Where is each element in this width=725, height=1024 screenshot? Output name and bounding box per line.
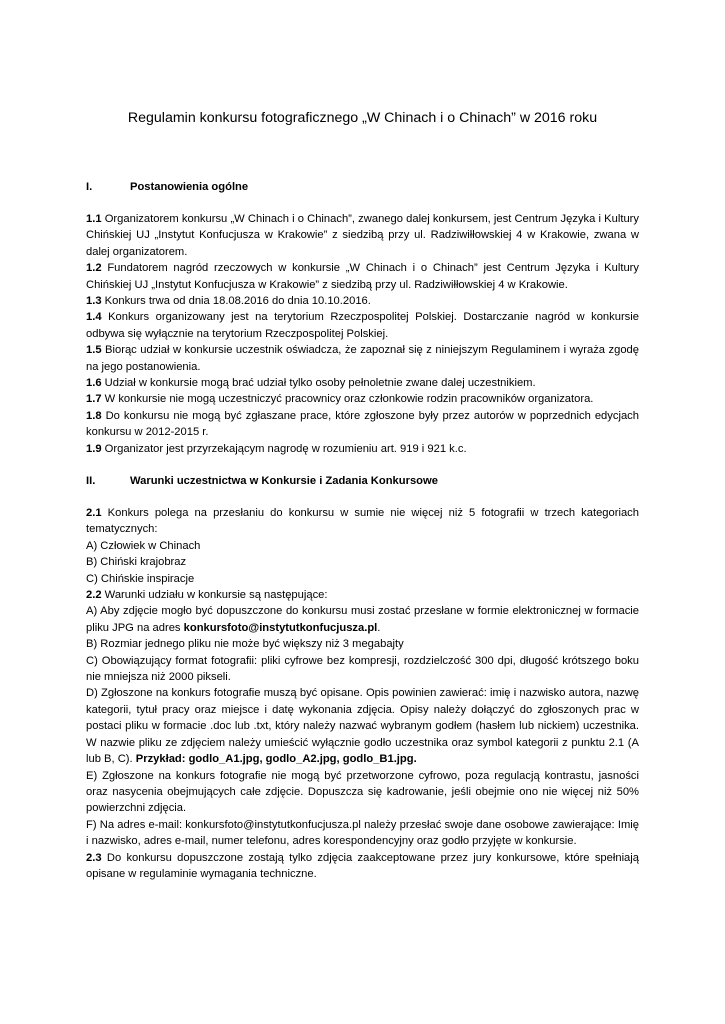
paragraph-1-7 (86, 391, 639, 407)
condition-d-text: D) Zgłoszone na konkurs fotografie muszą być opisane. Opis powinien zawierać: imię i nazwisko autora, nazwę kategorii, tytuł pracy oraz miejsce i datę wykonania zdjęcia. Opisy należy dołączyć do zgłoszonych prac w postaci pliku w formacie .doc lub .txt, który należy nazwać wybranym godłem (hasłem lub nickiem) uczestnika. W nazwie pliku ze zdjęciem należy umieścić wyłącznie godło uczestnika oraz symbol kategorii z punktu 2.1 (A lub B, C). (86, 687, 639, 766)
paragraph-2-2 (86, 587, 639, 603)
condition-a-text: A) Aby zdjęcie mogło być dopuszczone do konkursu musi zostać przesłane w formie elektronicznej w formacie pliku JPG na adres (86, 605, 639, 634)
section-2-number: II. (86, 475, 96, 487)
paragraph-text: Organizator jest przyrzekającym nagrodę w rozumieniu art. 919 i 921 k.c. (101, 442, 467, 455)
contest-email-link[interactable]: konkursfoto@instytutkonfucjusza.pl (183, 621, 378, 634)
paragraph-number: 1.2 (86, 262, 102, 275)
section-2-body (86, 505, 639, 882)
paragraph-number: 1.1 (86, 213, 102, 225)
paragraph-2-1 (86, 505, 639, 538)
paragraph-text: Warunki udziału w konkursie są następujące: (101, 589, 328, 602)
paragraph-text: W konkursie nie mogą uczestniczyć pracownicy oraz członkowie rodzin pracowników organizatora. (101, 393, 594, 406)
paragraph-number: 1.3 (86, 295, 102, 308)
category-a: A) Człowiek w Chinach (86, 539, 201, 552)
category-b: B) Chiński krajobraz (86, 556, 187, 569)
condition-a-end: . (377, 621, 381, 634)
paragraph-1-9 (86, 441, 639, 457)
paragraph-1-1 (86, 211, 639, 260)
condition-f: F) Na adres e-mail: konkursfoto@instytutkonfucjusza.pl należy przesłać swoje dane osobowe zawierające: Imię i nazwisko, adres e-mail, numer telefonu, adres korespondencyjny oraz godło przyjęte w konkursie. (86, 818, 639, 848)
paragraph-text: Konkurs trwa od dnia 18.08.2016 do dnia 10.10.2016. (101, 295, 371, 308)
paragraph-number: 1.8 (86, 409, 102, 422)
condition-c: C) Obowiązujący format fotografii: pliki cyfrowe bez kompresji, rozdzielczość 300 dpi, długość krótszego boku nie mniejsza niż 2000 pikseli. (86, 654, 639, 684)
paragraph-text: Konkurs organizowany jest na terytorium Rzeczpospolitej Polskiej. Dostarczanie nagród w konkursie odbywa się wyłącznie na terytorium Rzeczpospolitej Polskiej. (86, 311, 639, 340)
paragraph-number: 1.7 (86, 393, 102, 406)
paragraph-number: 1.4 (86, 311, 102, 324)
paragraph-number: 2.2 (86, 589, 102, 602)
paragraph-number: 2.1 (86, 507, 102, 519)
paragraph-1-2 (86, 260, 639, 293)
paragraph-text: Fundatorem nagród rzeczowych w konkursie „W Chinach i o Chinach” jest Centrum Języka i Kultury Chińskiej UJ „Instytut Konfucjusza w Krakowie” z siedzibą przy ul. Radziwiłłowskiej 4 w Krakowie. (86, 262, 639, 291)
condition-a (86, 603, 639, 636)
condition-b: B) Rozmiar jednego pliku nie może być większy niż 3 megabajty (86, 638, 404, 651)
paragraph-number: 2.3 (86, 851, 102, 864)
paragraph-number: 1.9 (86, 442, 102, 455)
paragraph-text: Udział w konkursie mogą brać udział tylko osoby pełnoletnie zwane dalej uczestnikiem. (101, 377, 536, 390)
category-c: C) Chińskie inspiracje (86, 572, 195, 585)
section-1-body (86, 211, 639, 457)
paragraph-1-6 (86, 375, 639, 391)
section-2-title: Warunki uczestnictwa w Konkursie i Zadania Konkursowe (130, 475, 438, 487)
paragraph-text: Organizatorem konkursu „W Chinach i o Chinach”, zwanego dalej konkursem, jest Centrum Języka i Kultury Chińskiej UJ „Instytut Konfucjusza w Krakowie” z siedzibą przy ul. Radziwiłłowskiej 4 w Krakowie, zwana w dalej organizatorem. (86, 213, 639, 258)
section-1-heading (86, 179, 639, 195)
paragraph-text: Do konkursu dopuszczone zostają tylko zdjęcia zaakceptowane przez jury konkursowe, które spełniają opisane w regulaminie wymagania techniczne. (86, 851, 639, 880)
paragraph-1-4 (86, 309, 639, 342)
condition-e: E) Zgłoszone na konkurs fotografie nie mogą być przetworzone cyfrowo, poza regulacją kontrastu, jasności oraz nasycenia obejmujących całe zdjęcie. Dopuszcza się kadrowanie, jeśli obejmie ono nie więcej niż 50% powierzchni zdjęcia. (86, 769, 639, 815)
paragraph-2-3 (86, 850, 639, 883)
section-2-heading (86, 473, 639, 489)
document-title: Regulamin konkursu fotograficznego „W Chinach i o Chinach” w 2016 roku (127, 110, 598, 126)
paragraph-number: 1.5 (86, 344, 102, 357)
filename-example: Przykład: godlo_A1.jpg, godlo_A2.jpg, godlo_B1.jpg. (135, 753, 417, 766)
paragraph-1-3 (86, 293, 639, 309)
condition-d (86, 685, 639, 767)
paragraph-1-5 (86, 342, 639, 375)
paragraph-text: Biorąc udział w konkursie uczestnik oświadcza, że zapoznał się z niniejszym Regulaminem i wyraża zgodę na jego postanowienia. (86, 344, 639, 373)
paragraph-1-8 (86, 408, 639, 441)
paragraph-text: Do konkursu nie mogą być zgłaszane prace, które zgłoszone były przez autorów w poprzednich edycjach konkursu w 2012-2015 r. (86, 409, 639, 439)
paragraph-number: 1.6 (86, 377, 102, 390)
section-1-title: Postanowienia ogólne (130, 181, 249, 193)
paragraph-text: Konkurs polega na przesłaniu do konkursu w sumie nie więcej niż 5 fotografii w trzech kategoriach tematycznych: (86, 507, 639, 536)
section-1-number: I. (86, 181, 93, 193)
